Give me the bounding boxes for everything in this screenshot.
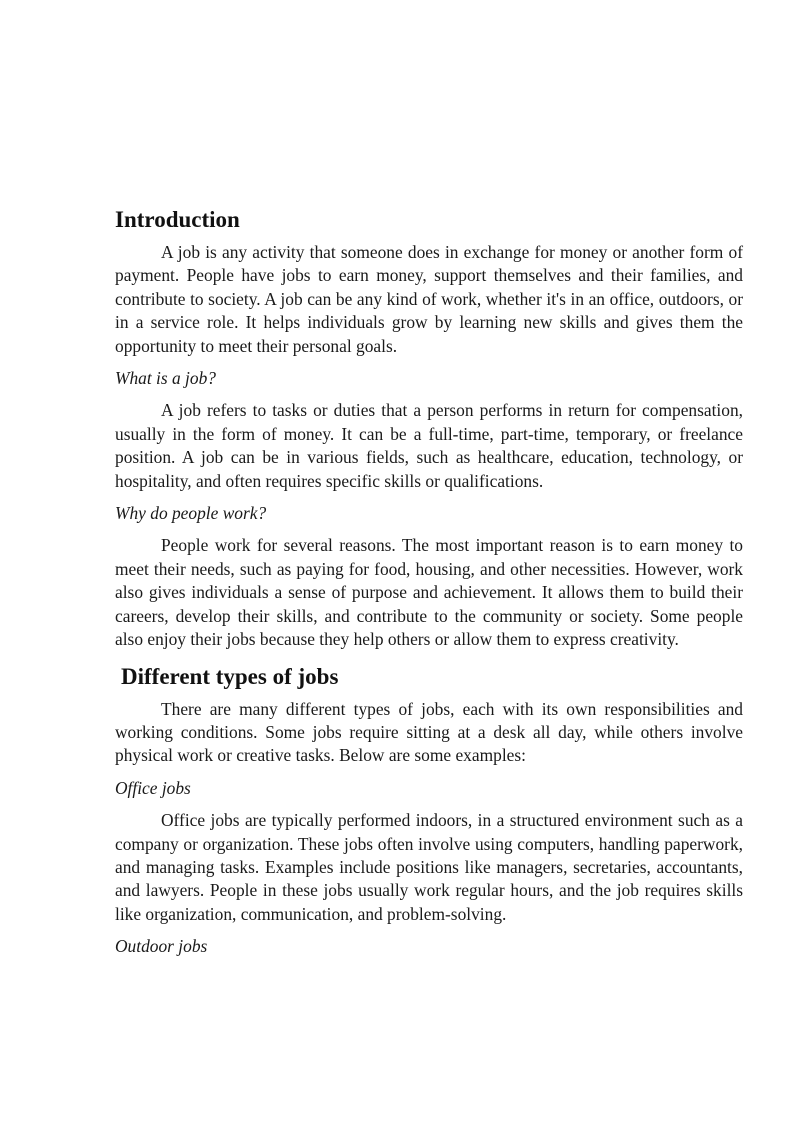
introduction-paragraph: A job is any activity that someone does in exchange for money or another form of payment. People have jobs to earn money, support themselves and their families, and contribute to society. A job can be any kind of work, whether it's in an office, outdoors, or in a service role. It helps individuals grow by learning new skills and gives them the opportunity to meet their personal goals. bbox=[115, 242, 743, 356]
subheading-why-do-people-work: Why do people work? bbox=[115, 503, 267, 524]
section-heading-different-types-of-jobs: Different types of jobs bbox=[121, 663, 339, 689]
section-heading-introduction: Introduction bbox=[115, 207, 240, 232]
different-types-paragraph: There are many different types of jobs, each with its own responsibilities and working conditions. Some jobs require sitting at a desk all day, while others involve physical work or creative tasks. Below are some examples: bbox=[115, 698, 743, 766]
document-page bbox=[115, 205, 743, 968]
office-jobs-paragraph: Office jobs are typically performed indoors, in a structured environment such as a company or organization. These jobs often involve using computers, handling paperwork, and managing tasks. Examples include positions like managers, secretaries, accountants, and lawyers. People in these jobs usually work regular hours, and the job requires skills like organization, communication, and problem-solving. bbox=[115, 810, 743, 924]
what-is-a-job-paragraph: A job refers to tasks or duties that a person performs in return for compensation, usually in the form of money. It can be a full-time, part-time, temporary, or freelance position. A job can be in various fields, such as healthcare, education, technology, or hospitality, and often requires specific skills or qualifications. bbox=[115, 400, 743, 491]
subheading-what-is-a-job: What is a job? bbox=[115, 368, 216, 389]
subheading-outdoor-jobs: Outdoor jobs bbox=[115, 936, 208, 957]
why-do-people-work-paragraph: People work for several reasons. The most important reason is to earn money to meet their needs, such as paying for food, housing, and other necessities. However, work also gives individuals a sense of purpose and achievement. It allows them to build their careers, develop their skills, and contribute to the community or society. Some people also enjoy their jobs because they help others or allow them to express creativity. bbox=[115, 535, 743, 650]
subheading-office-jobs: Office jobs bbox=[115, 777, 191, 798]
